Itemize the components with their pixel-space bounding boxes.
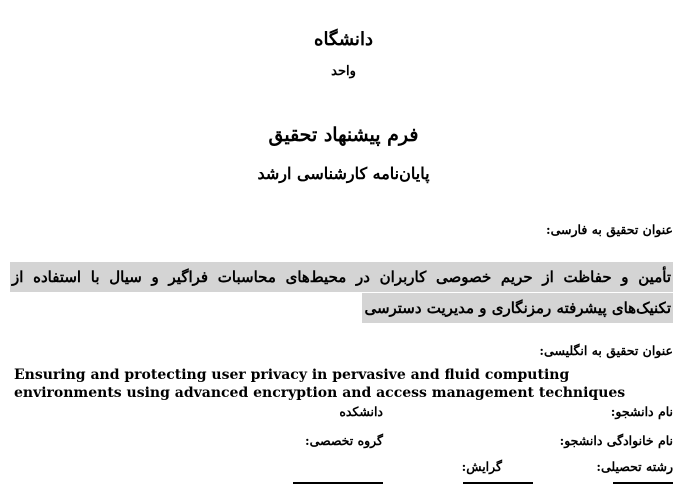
text-fragment	[293, 482, 383, 484]
major-label: رشته تحصیلی:	[596, 459, 673, 474]
university-name: دانشگاه	[314, 29, 373, 50]
faculty-label: دانشکده	[339, 404, 383, 419]
unit-name: واحد	[331, 64, 356, 79]
text-fragment	[613, 482, 673, 484]
form-title: فرم پیشنهاد تحقیق	[268, 124, 419, 146]
english-title-label: عنوان تحقیق به انگلیسی:	[539, 343, 673, 358]
form-subtitle: پایان‌نامه کارشناسی ارشد	[257, 164, 430, 183]
english-title-text: Ensuring and protecting user privacy in pervasive and fluid computing environments using advanced encryption and access management techniques	[14, 367, 626, 401]
student-family-label: نام خانوادگی دانشجو:	[559, 433, 673, 448]
student-name-label: نام دانشجو:	[610, 404, 673, 419]
orientation-label: گرایش:	[461, 459, 502, 474]
persian-title-label: عنوان تحقیق به فارسی:	[546, 222, 673, 237]
group-label: گروه تخصصی:	[304, 433, 383, 448]
persian-title-line-1: تأمین و حفاظت از حریم خصوصی کاربران در محیط‌های محاسبات فراگیر و سیال با استفاده از	[10, 262, 673, 292]
persian-title-line-2: تکنیک‌های پیشرفته رمزنگاری و مدیریت دسترسی	[362, 293, 673, 323]
text-fragment	[463, 482, 533, 484]
cut-off-row	[253, 482, 673, 486]
